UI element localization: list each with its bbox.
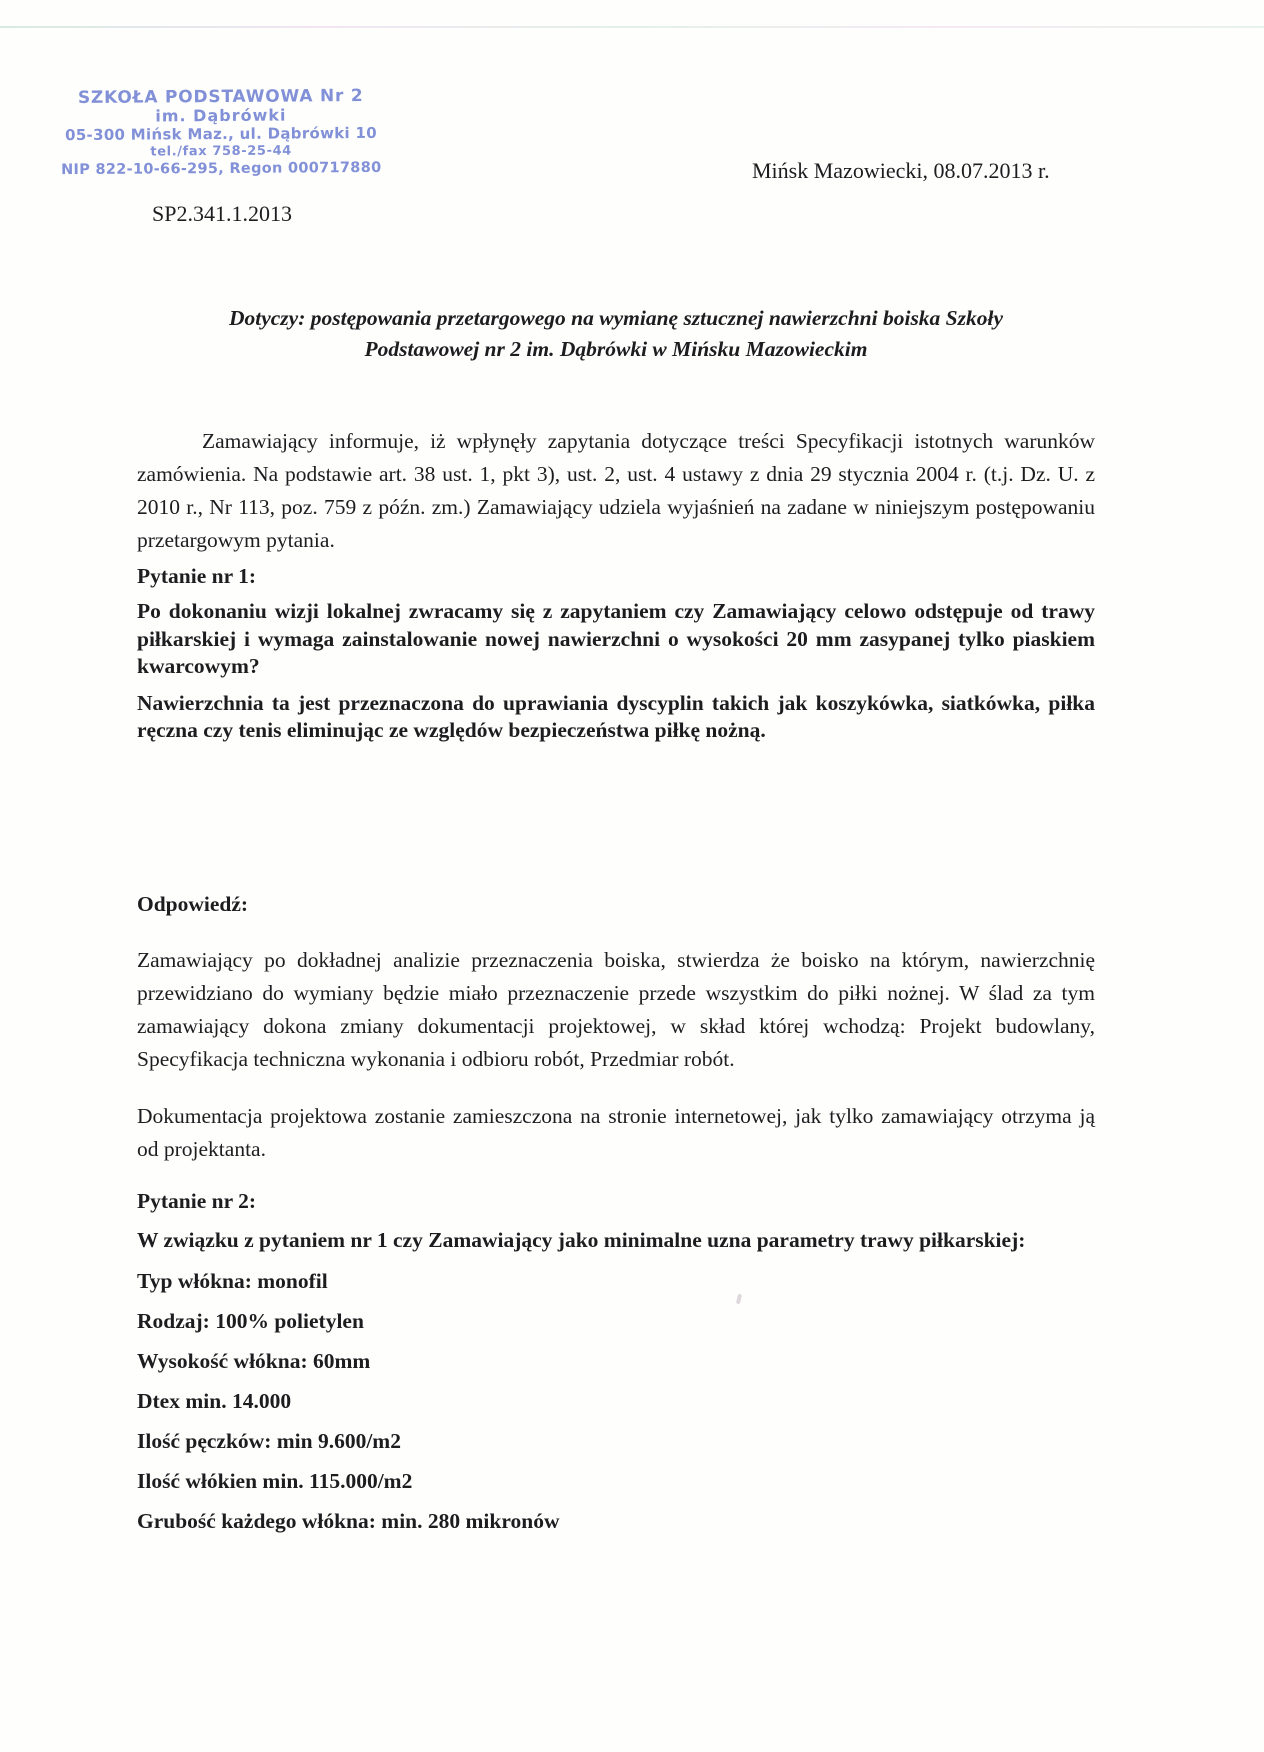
question2-paragraph: W związku z pytaniem nr 1 czy Zamawiający jako minimalne uzna parametry trawy piłkarskiej:	[137, 1227, 1026, 1252]
answer1-paragraph-2: Dokumentacja projektowa zostanie zamieszczona na stronie internetowej, jak tylko zamawiający otrzyma ją od projektanta.	[137, 1103, 1095, 1161]
answer1-heading: Odpowiedź:	[137, 891, 249, 916]
subject-line-1: Dotyczy: postępowania przetargowego na wymianę sztucznej nawierzchni boiska Szkoły	[228, 306, 1004, 330]
question1-heading: Pytanie nr 1:	[137, 564, 257, 588]
turf-parameter-item: Typ włókna: monofil	[137, 1269, 328, 1293]
stamp-line-patron: im. Dąbrówki	[155, 105, 287, 126]
reference-number: SP2.341.1.2013	[152, 201, 292, 226]
stamp-line-school-name: SZKOŁA PODSTAWOWA Nr 2	[77, 86, 364, 108]
question1-paragraph-2: Nawierzchnia ta jest przeznaczona do uprawiania dyscyplin takich jak koszykówka, siatkówka, piłka ręczna czy tenis eliminując ze względów bezpieczeństwa piłkę nożną.	[137, 690, 1095, 742]
school-stamp	[56, 87, 387, 179]
subject-heading	[137, 303, 1095, 365]
scan-artifact-line	[0, 26, 1264, 28]
turf-parameter-item: Ilość pęczków: min 9.600/m2	[137, 1429, 401, 1453]
question1-paragraph-1: Po dokonaniu wizji lokalnej zwracamy się z zapytaniem czy Zamawiający celowo odstępuje od trawy piłkarskiej i wymaga zainstalowanie nowej nawierzchni o wysokości 20 mm zasypanej tylko piaskiem kwarcowym?	[137, 599, 1095, 678]
stamp-line-address: 05-300 Mińsk Maz., ul. Dąbrówki 10	[64, 123, 378, 145]
answer1-paragraph-1: Zamawiający po dokładnej analizie przeznaczenia boiska, stwierdza że boisko na którym, nawierzchnię przewidziano do wymiany będzie miało przeznaczenie przede wszystkim do piłki nożnej. W ślad za tym zamawiający dokona zmiany dokumentacji projektowej, w skład której wchodzą: Projekt budowlany, Specyfikacja techniczna wykonania i odbioru robót, Przedmiar robót.	[137, 947, 1095, 1071]
turf-parameter-item: Rodzaj: 100% polietylen	[137, 1309, 364, 1333]
turf-parameters-list	[137, 1268, 1095, 1535]
intro-paragraph: Zamawiający informuje, iż wpłynęły zapytania dotyczące treści Specyfikacji istotnych warunków zamówienia. Na podstawie art. 38 ust. 1, pkt 3), ust. 2, ust. 4 ustawy z dnia 29 stycznia 2004 r. (t.j. Dz. U. z 2010 r., Nr 113, poz. 759 z późn. zm.) Zamawiający udziela wyjaśnień na zadane w niniejszym postępowaniu przetargowym pytania.	[137, 429, 1095, 552]
stamp-line-nip-regon: NIP 822-10-66-295, Regon 000717880	[60, 159, 382, 179]
letter-body	[137, 303, 1095, 1548]
turf-parameter-item: Wysokość włókna: 60mm	[137, 1349, 371, 1373]
question2-heading: Pytanie nr 2:	[137, 1188, 257, 1213]
turf-parameter-item: Dtex min. 14.000	[137, 1389, 292, 1413]
city-date-line: Mińsk Mazowiecki, 08.07.2013 r.	[752, 158, 1050, 183]
stamp-line-phone: tel./fax 758-25-44	[150, 143, 292, 160]
turf-parameter-item: Ilość włókien min. 115.000/m2	[137, 1469, 413, 1493]
subject-line-2: Podstawowej nr 2 im. Dąbrówki w Mińsku Mazowieckim	[364, 337, 868, 361]
turf-parameter-item: Grubość każdego włókna: min. 280 mikronów	[137, 1509, 560, 1533]
